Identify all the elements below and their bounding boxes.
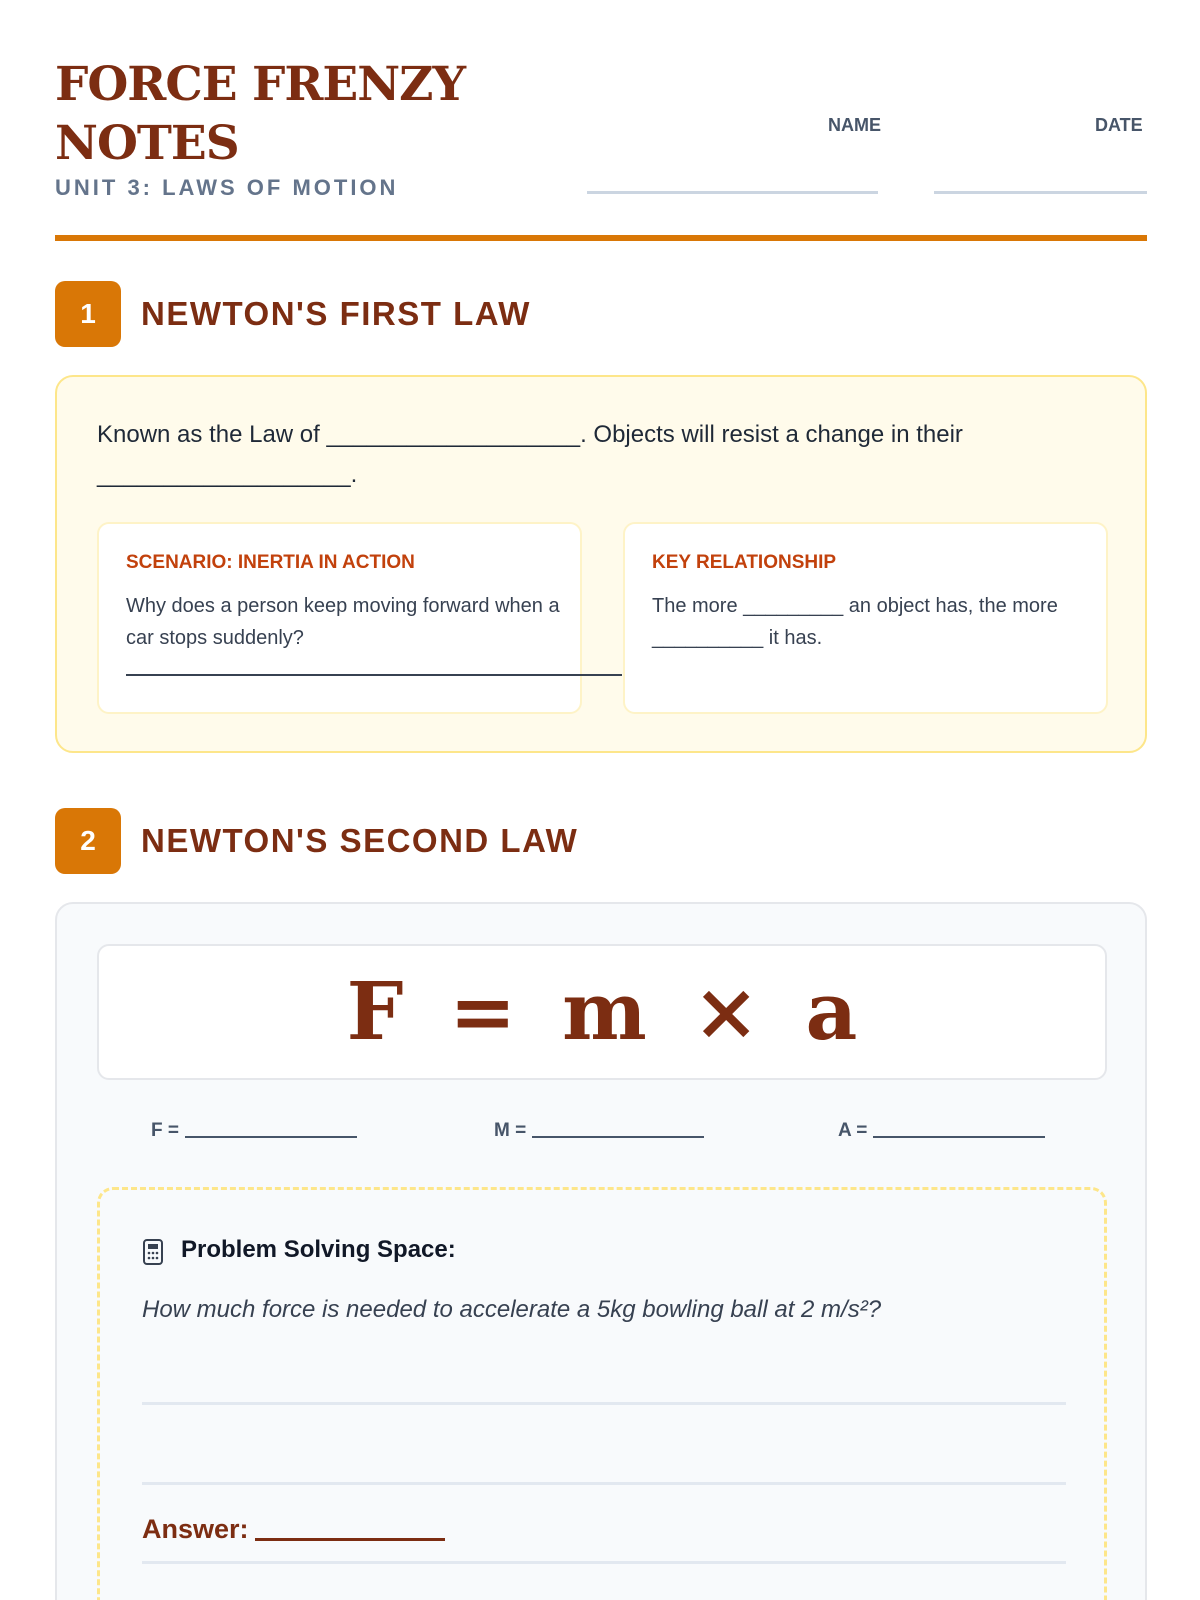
section-title: NEWTON'S FIRST LAW [141,295,531,332]
section-2-heading [55,808,1147,874]
answer-blank[interactable] [255,1538,445,1541]
scenario-card [97,522,582,714]
second-law-panel [55,902,1147,1600]
key-relationship-text: The more _________ an object has, the more __________ it has. [652,595,1058,649]
problem-solving-space [97,1187,1107,1600]
formula-display: F = m × a [97,944,1107,1080]
variable-label: A = [838,1120,868,1141]
law-intro-text: Known as the Law of ___________________. Objects will resist a change in their ___________________. [97,421,963,488]
problem-question: How much force is needed to accelerate a 5kg bowling ball at 2 m/s²? [142,1296,882,1323]
section-number-badge: 1 [55,281,121,347]
scenario-answer-line[interactable] [126,674,622,676]
scenario-question: Why does a person keep moving forward when a car stops suddenly? [126,595,560,649]
header-divider [55,235,1147,241]
answer-label: Answer: [142,1514,249,1544]
variable-blank[interactable] [185,1136,357,1138]
section-1-heading [55,281,1147,347]
title-line-2: NOTES [55,116,239,171]
variable-blank[interactable] [873,1136,1045,1138]
title-line-1: FORCE FRENZY [55,57,466,112]
key-relationship-title: KEY RELATIONSHIP [652,552,837,573]
work-line[interactable] [142,1482,1066,1485]
variable-a [838,1120,1045,1142]
worksheet-title [55,55,465,173]
variable-label: M = [494,1120,527,1141]
variable-m [494,1120,704,1142]
worksheet-header [55,55,1147,241]
name-field[interactable] [587,191,878,194]
key-relationship-card [623,522,1108,714]
work-line[interactable] [142,1402,1066,1405]
unit-subtitle: UNIT 3: LAWS OF MOTION [55,175,399,200]
section-number-badge: 2 [55,808,121,874]
section-title: NEWTON'S SECOND LAW [141,822,579,859]
calculator-icon [142,1239,164,1265]
answer-field [142,1514,445,1545]
variable-f [151,1120,357,1142]
problem-title: Problem Solving Space: [181,1236,456,1263]
variable-label: F = [151,1120,179,1141]
scenario-title: SCENARIO: INERTIA IN ACTION [126,552,415,573]
work-line[interactable] [142,1561,1066,1564]
date-label: DATE [1095,115,1143,135]
first-law-panel [55,375,1147,753]
name-label: NAME [828,115,881,135]
date-field[interactable] [934,191,1147,194]
variable-blank[interactable] [532,1136,704,1138]
